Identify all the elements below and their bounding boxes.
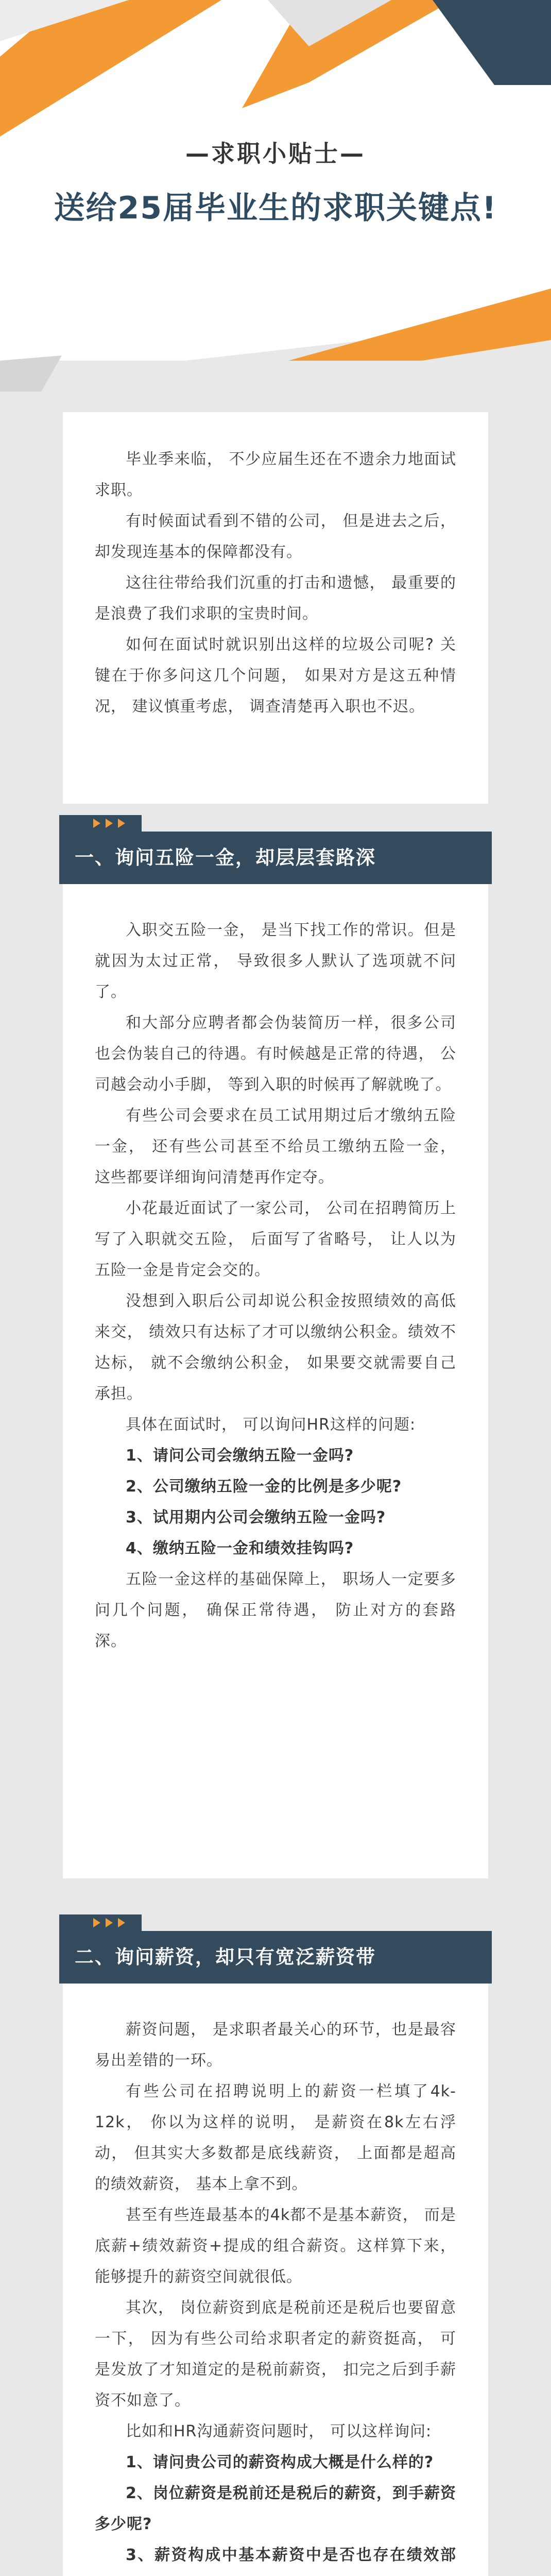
section-1-question: 1、请问公司会缴纳五险一金吗? — [126, 1447, 354, 1465]
section-1-paragraph: 和大部分应聘者都会伪装简历一样，很多公司也会伪装自己的待遇。有时候越是正常的待遇， 公司越会动小手脚， 等到入职的时候再了解就晚了。 — [95, 1014, 456, 1094]
section-1-question: 2、公司缴纳五险一金的比例是多少呢? — [126, 1478, 402, 1496]
arrow-icon — [93, 1918, 100, 1927]
section-1-paragraph: 小花最近面试了一家公司， 公司在招聘简历上写了入职就交五险， 后面写了省略号， 让人以为五险一金是肯定会交的。 — [95, 1199, 456, 1279]
intro-paragraph: 如何在面试时就识别出这样的垃圾公司呢? 关键在于你多问这几个问题， 如果对方是这五种情况， 建议慎重考虑， 调查清楚再入职也不迟。 — [95, 636, 456, 716]
section-2-paragraph: 其次， 岗位薪资到底是税前还是税后也要留意一下， 因为有些公司给求职者定的薪资挺高， 可是发放了才知道定的是税前薪资， 扣完之后到手薪资不如意了。 — [95, 2299, 456, 2410]
arrow-icon — [118, 819, 125, 828]
section-1-question: 4、缴纳五险一金和绩效挂钩吗? — [126, 1539, 354, 1557]
arrow-icon — [106, 819, 113, 828]
section-1-paragraph: 入职交五险一金， 是当下找工作的常识。但是就因为太过正常， 导致很多人默认了选项就不问了。 — [95, 921, 456, 1001]
section-2-title: 二、询问薪资，却只有宽泛薪资带 — [59, 1931, 492, 1984]
section-2-tab — [59, 1914, 142, 1931]
section-2-card — [63, 1984, 488, 2576]
section-2-paragraph: 薪资问题， 是求职者最关心的环节，也是最容易出差错的一环。 — [95, 2021, 456, 2070]
section-1-paragraph: 没想到入职后公司却说公积金按照绩效的高低来交， 绩效只有达标了才可以缴纳公积金。绩效不达标， 就不会缴纳公积金， 如果要交就需要自己承担。 — [95, 1292, 456, 1403]
page-title: 送给25届毕业生的求职关键点! — [54, 190, 497, 226]
section-2-question: 1、请问贵公司的薪资构成大概是什么样的? — [126, 2453, 434, 2471]
arrow-icon — [118, 1918, 125, 1927]
section-1-paragraph: 有些公司会要求在员工试用期过后才缴纳五险一金， 还有些公司甚至不给员工缴纳五险一金， 这些都要详细询问清楚再作定夺。 — [95, 1107, 456, 1187]
section-1-title: 一、询问五险一金，却层层套路深 — [59, 832, 492, 884]
section-2-question: 3、薪资构成中基本薪资中是否也存在绩效部 — [126, 2546, 456, 2564]
intro-paragraph: 毕业季来临， 不少应届生还在不遗余力地面试求职。 — [95, 450, 456, 499]
intro-paragraph: 有时候面试看到不错的公司， 但是进去之后， 却发现连基本的保障都没有。 — [95, 512, 456, 561]
intro-paragraph: 这往往带给我们沉重的打击和遗憾， 最重要的是浪费了我们求职的宝贵时间。 — [95, 574, 456, 623]
section-1-card — [63, 884, 488, 1878]
subtitle: —求职小贴士— — [185, 140, 366, 167]
section-1-closing: 五险一金这样的基础保障上， 职场人一定要多问几个问题， 确保正常待遇， 防止对方的套路深。 — [95, 1570, 456, 1650]
section-2-paragraph: 有些公司在招聘说明上的薪资一栏填了4k-12k， 你以为这样的说明， 是薪资在8k左右浮动， 但其实大多数都是底线薪资， 上面都是超高的绩效薪资， 基本上拿不到。 — [95, 2082, 456, 2193]
arrow-icon — [93, 819, 100, 828]
section-2-paragraph: 甚至有些连最基本的4k都不是基本薪资， 而是底薪+绩效薪资+提成的组合薪资。这样算下来， 能够提升的薪资空间就很低。 — [95, 2206, 456, 2286]
header-banner — [0, 0, 551, 392]
section-1-tab — [59, 815, 142, 832]
arrow-icon — [106, 1918, 113, 1927]
section-1-paragraph: 具体在面试时， 可以询问HR这样的问题: — [126, 1416, 416, 1434]
navy-block-right — [433, 0, 551, 85]
section-2-question: 2、岗位薪资是税前还是税后的薪资，到手薪资多少呢? — [95, 2484, 456, 2533]
section-2-paragraph: 比如和HR沟通薪资问题时， 可以这样询问: — [126, 2422, 432, 2441]
section-1-question: 3、试用期内公司会缴纳五险一金吗? — [126, 1509, 386, 1527]
intro-card — [63, 412, 488, 804]
